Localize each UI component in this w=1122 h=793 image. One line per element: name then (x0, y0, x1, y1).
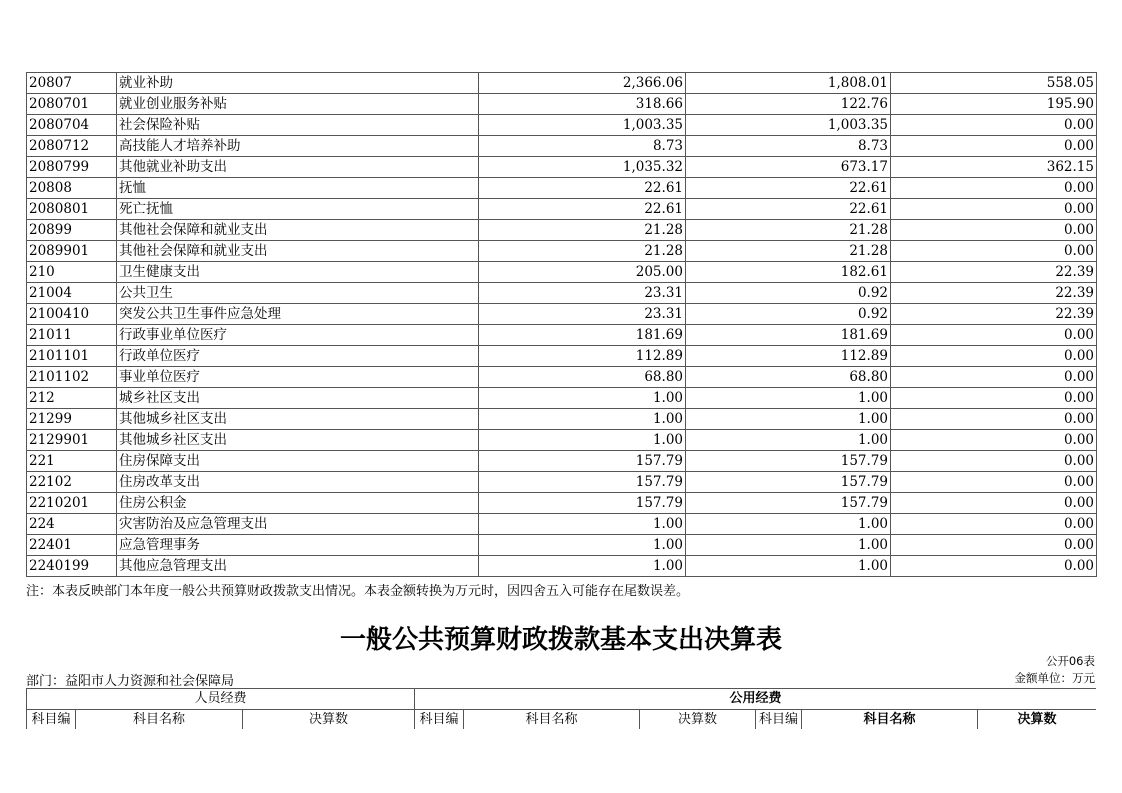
row-amount-project: 0.00 (891, 241, 1097, 262)
row-amount-total: 2,366.06 (479, 73, 686, 94)
row-amount-total: 22.61 (479, 199, 686, 220)
row-name: 抚恤 (117, 178, 479, 199)
row-name: 其他就业补助支出 (117, 157, 479, 178)
row-amount-basic: 1.00 (686, 409, 891, 430)
department-label: 部门：益阳市人力资源和社会保障局 (26, 674, 235, 689)
basic-expenditure-table-header (26, 688, 1096, 729)
personnel-name-header: 科目名称 (76, 710, 243, 730)
row-amount-total: 1.00 (479, 514, 686, 535)
table-row (27, 304, 1097, 325)
row-amount-basic: 182.61 (686, 262, 891, 283)
row-name: 其他城乡社区支出 (117, 409, 479, 430)
row-amount-basic: 157.79 (686, 472, 891, 493)
row-code: 20807 (27, 73, 117, 94)
row-amount-project: 0.00 (891, 199, 1097, 220)
row-name: 公共卫生 (117, 283, 479, 304)
row-amount-project: 0.00 (891, 346, 1097, 367)
row-amount-total: 23.31 (479, 304, 686, 325)
table-row (27, 220, 1097, 241)
row-name: 其他社会保障和就业支出 (117, 220, 479, 241)
row-amount-basic: 21.28 (686, 220, 891, 241)
row-amount-project: 0.00 (891, 325, 1097, 346)
row-amount-project: 0.00 (891, 136, 1097, 157)
table-row (27, 325, 1097, 346)
row-code: 21011 (27, 325, 117, 346)
public-amount-header-1: 决算数 (640, 710, 756, 730)
table-row (27, 199, 1097, 220)
row-code: 2080704 (27, 115, 117, 136)
row-amount-basic: 157.79 (686, 451, 891, 472)
row-code: 21004 (27, 283, 117, 304)
row-amount-basic: 112.89 (686, 346, 891, 367)
row-name: 行政单位医疗 (117, 346, 479, 367)
row-amount-total: 1.00 (479, 430, 686, 451)
row-amount-basic: 1.00 (686, 388, 891, 409)
row-amount-total: 181.69 (479, 325, 686, 346)
row-code: 221 (27, 451, 117, 472)
row-amount-project: 0.00 (891, 367, 1097, 388)
row-amount-total: 1,003.35 (479, 115, 686, 136)
row-amount-project: 0.00 (891, 514, 1097, 535)
row-code: 2100410 (27, 304, 117, 325)
row-name: 其他应急管理支出 (117, 556, 479, 577)
row-name: 就业创业服务补贴 (117, 94, 479, 115)
row-name: 城乡社区支出 (117, 388, 479, 409)
form-code: 公开06表 (1045, 654, 1095, 668)
row-amount-project: 0.00 (891, 430, 1097, 451)
row-amount-total: 8.73 (479, 136, 686, 157)
row-amount-total: 157.79 (479, 451, 686, 472)
row-amount-project: 362.15 (891, 157, 1097, 178)
row-amount-project: 195.90 (891, 94, 1097, 115)
row-amount-project: 0.00 (891, 220, 1097, 241)
row-amount-project: 22.39 (891, 262, 1097, 283)
row-amount-basic: 22.61 (686, 178, 891, 199)
row-code: 20899 (27, 220, 117, 241)
row-amount-total: 205.00 (479, 262, 686, 283)
row-code: 2129901 (27, 430, 117, 451)
row-amount-basic: 0.92 (686, 304, 891, 325)
row-name: 高技能人才培养补助 (117, 136, 479, 157)
row-amount-basic: 22.61 (686, 199, 891, 220)
row-code: 2101102 (27, 367, 117, 388)
row-amount-project: 558.05 (891, 73, 1097, 94)
row-amount-project: 0.00 (891, 535, 1097, 556)
table-row (27, 535, 1097, 556)
public-name-header-2: 科目名称 (802, 710, 978, 730)
row-amount-total: 157.79 (479, 472, 686, 493)
table-row (27, 409, 1097, 430)
table-row (27, 115, 1097, 136)
row-name: 社会保险补贴 (117, 115, 479, 136)
row-name: 住房改革支出 (117, 472, 479, 493)
row-code: 224 (27, 514, 117, 535)
table-row (27, 493, 1097, 514)
row-amount-total: 1,035.32 (479, 157, 686, 178)
row-amount-basic: 21.28 (686, 241, 891, 262)
row-amount-basic: 1.00 (686, 535, 891, 556)
table-row (27, 346, 1097, 367)
row-code: 210 (27, 262, 117, 283)
table-row (27, 556, 1097, 577)
row-amount-project: 0.00 (891, 472, 1097, 493)
row-name: 突发公共卫生事件应急处理 (117, 304, 479, 325)
page-title: 一般公共预算财政拨款基本支出决算表 (339, 625, 782, 655)
row-code: 2089901 (27, 241, 117, 262)
row-code: 2080712 (27, 136, 117, 157)
row-amount-project: 22.39 (891, 283, 1097, 304)
personnel-code-header: 科目编 (27, 710, 76, 730)
row-amount-total: 1.00 (479, 409, 686, 430)
row-code: 22401 (27, 535, 117, 556)
personnel-amount-header: 决算数 (243, 710, 415, 730)
row-name: 就业补助 (117, 73, 479, 94)
table-row (27, 451, 1097, 472)
row-amount-project: 0.00 (891, 556, 1097, 577)
row-amount-basic: 1,003.35 (686, 115, 891, 136)
row-amount-project: 0.00 (891, 409, 1097, 430)
public-code-header-1: 科目编 (415, 710, 464, 730)
row-name: 住房公积金 (117, 493, 479, 514)
row-amount-total: 1.00 (479, 388, 686, 409)
personnel-header: 人员经费 (27, 689, 415, 710)
row-amount-project: 0.00 (891, 388, 1097, 409)
row-amount-total: 157.79 (479, 493, 686, 514)
table-row (27, 514, 1097, 535)
row-code: 22102 (27, 472, 117, 493)
public-code-header-2: 科目编 (756, 710, 802, 730)
row-code: 2080701 (27, 94, 117, 115)
table-row (27, 430, 1097, 451)
row-amount-total: 23.31 (479, 283, 686, 304)
table-row (27, 472, 1097, 493)
row-amount-project: 0.00 (891, 115, 1097, 136)
table-row (27, 94, 1097, 115)
table-row (27, 283, 1097, 304)
row-amount-project: 0.00 (891, 178, 1097, 199)
table-row (27, 241, 1097, 262)
row-code: 2101101 (27, 346, 117, 367)
table-row (27, 367, 1097, 388)
table-row (27, 157, 1097, 178)
public-amount-header-2: 决算数 (978, 710, 1097, 730)
row-name: 卫生健康支出 (117, 262, 479, 283)
table-row (27, 388, 1097, 409)
public-name-header-1: 科目名称 (464, 710, 640, 730)
row-amount-basic: 122.76 (686, 94, 891, 115)
row-name: 事业单位医疗 (117, 367, 479, 388)
row-amount-total: 21.28 (479, 241, 686, 262)
expenditure-table (26, 72, 1097, 577)
row-code: 2080801 (27, 199, 117, 220)
row-amount-basic: 1.00 (686, 430, 891, 451)
table-row (27, 262, 1097, 283)
table-row (27, 178, 1097, 199)
row-amount-basic: 157.79 (686, 493, 891, 514)
row-amount-project: 22.39 (891, 304, 1097, 325)
row-name: 行政事业单位医疗 (117, 325, 479, 346)
row-code: 212 (27, 388, 117, 409)
table-row (27, 136, 1097, 157)
row-amount-basic: 1.00 (686, 556, 891, 577)
row-name: 死亡抚恤 (117, 199, 479, 220)
row-code: 2080799 (27, 157, 117, 178)
row-name: 住房保障支出 (117, 451, 479, 472)
row-name: 灾害防治及应急管理支出 (117, 514, 479, 535)
row-amount-total: 112.89 (479, 346, 686, 367)
row-amount-project: 0.00 (891, 493, 1097, 514)
row-amount-basic: 673.17 (686, 157, 891, 178)
row-amount-basic: 181.69 (686, 325, 891, 346)
row-code: 2210201 (27, 493, 117, 514)
row-name: 应急管理事务 (117, 535, 479, 556)
row-amount-basic: 1.00 (686, 514, 891, 535)
row-amount-total: 1.00 (479, 556, 686, 577)
row-amount-basic: 8.73 (686, 136, 891, 157)
amount-unit: 金额单位：万元 (1014, 671, 1095, 685)
row-amount-basic: 68.80 (686, 367, 891, 388)
row-amount-basic: 1,808.01 (686, 73, 891, 94)
row-amount-project: 0.00 (891, 451, 1097, 472)
row-code: 20808 (27, 178, 117, 199)
row-code: 21299 (27, 409, 117, 430)
row-amount-total: 1.00 (479, 535, 686, 556)
row-code: 2240199 (27, 556, 117, 577)
row-amount-total: 318.66 (479, 94, 686, 115)
row-amount-basic: 0.92 (686, 283, 891, 304)
table-row (27, 73, 1097, 94)
table-note: 注：本表反映部门本年度一般公共预算财政拨款支出情况。本表金额转换为万元时，因四舍五入可能存在尾数误差。 (26, 584, 690, 599)
row-amount-total: 21.28 (479, 220, 686, 241)
public-header: 公用经费 (415, 689, 1097, 710)
row-name: 其他城乡社区支出 (117, 430, 479, 451)
row-amount-total: 22.61 (479, 178, 686, 199)
row-name: 其他社会保障和就业支出 (117, 241, 479, 262)
row-amount-total: 68.80 (479, 367, 686, 388)
